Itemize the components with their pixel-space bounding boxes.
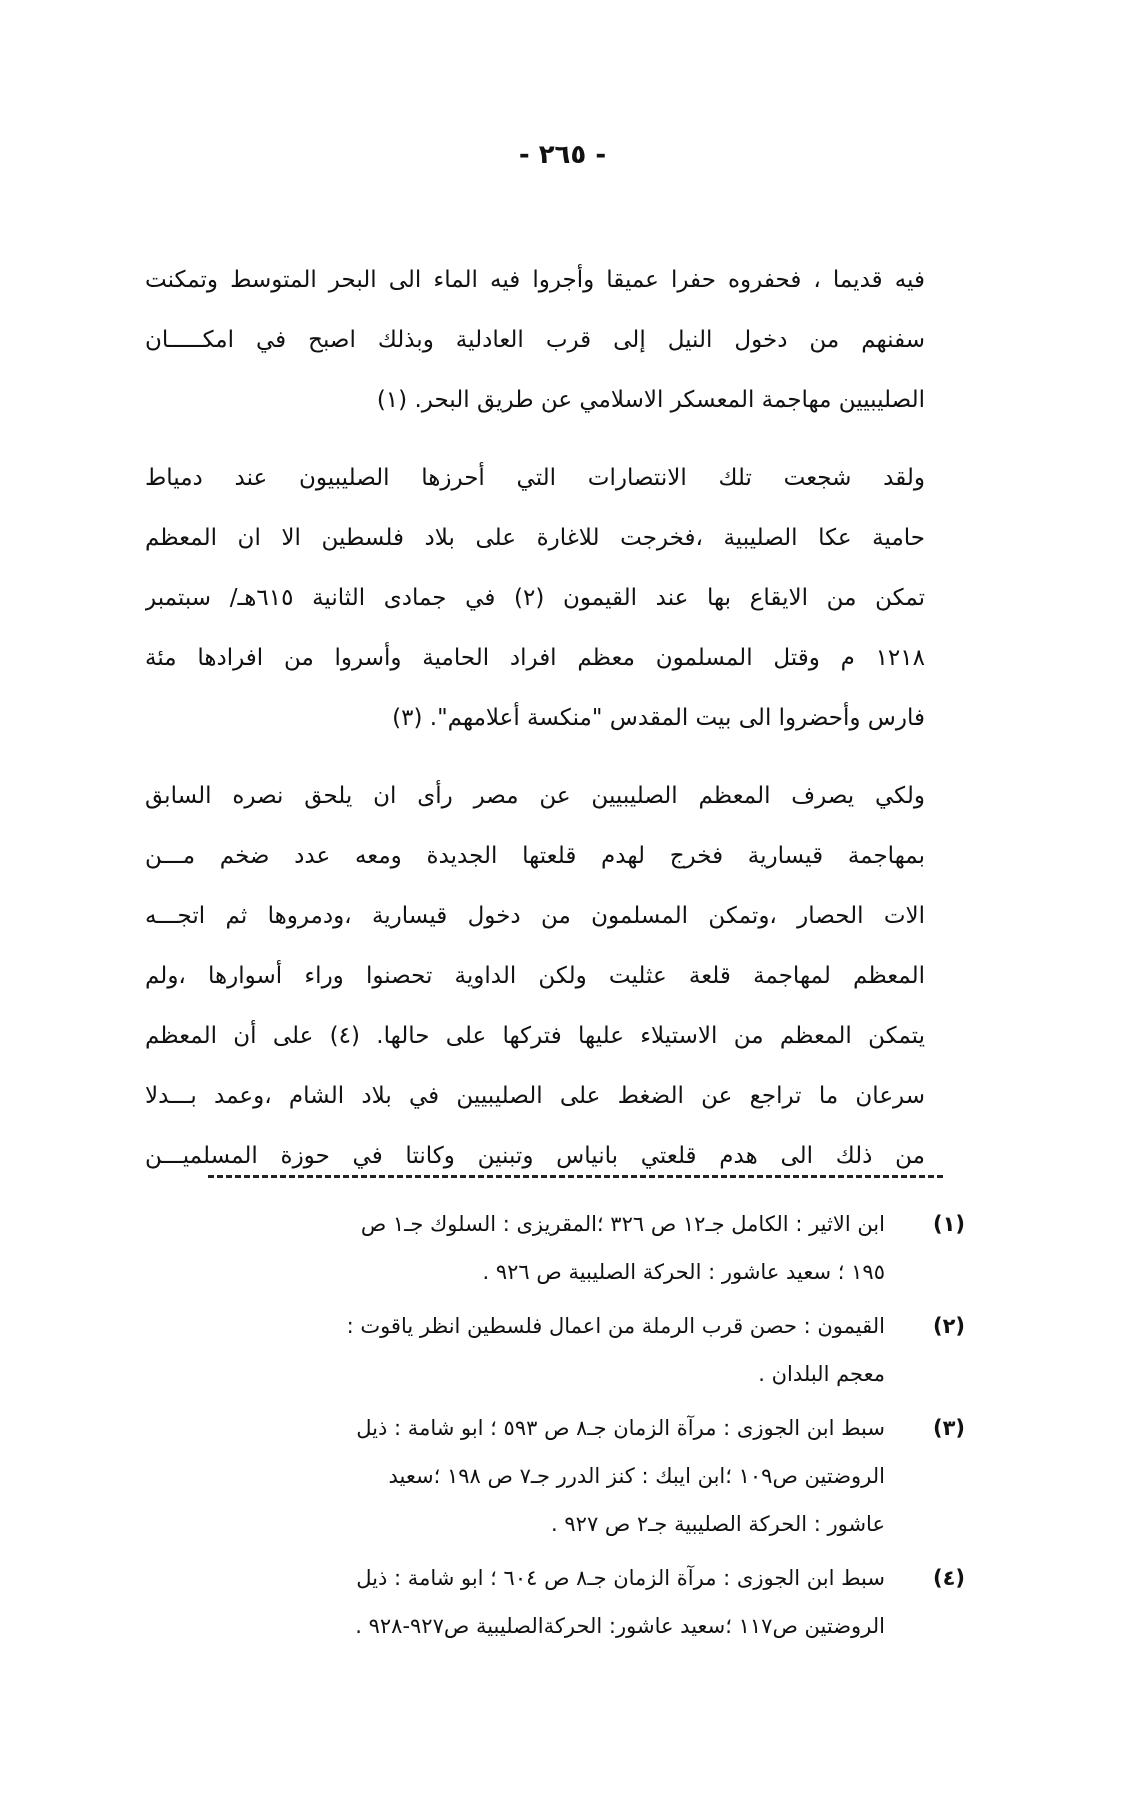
text-line: بمهاجمة قيسارية فخرج لهدم قلعتها الجديدة ومعه عدد ضخم مـــن: [145, 843, 925, 869]
text-line: الصليبيين مهاجمة المعسكر الاسلامي عن طريق البحر. (١): [376, 387, 925, 413]
footnote-number: (٣): [932, 1416, 965, 1440]
body-text: [145, 250, 925, 1186]
footnote-line: القيمون : حصن قرب الرملة من اعمال فلسطين انظر ياقوت :: [346, 1314, 885, 1338]
page-number: - ٢٦٥ -: [518, 140, 607, 170]
footnote-line: ١٩٥ ؛ سعيد عاشور : الحركة الصليبية ص ٩٢٦ .: [482, 1260, 885, 1284]
text-line: ولكي يصرف المعظم الصليبيين عن مصر رأى ان يلحق نصره السابق: [145, 783, 925, 809]
text-line: المعظم لمهاجمة قلعة عثليت ولكن الداوية تحصنوا وراء أسوارها ،ولم: [145, 963, 925, 989]
text-line: ولقد شجعت تلك الانتصارات التي أحرزها الصليبيون عند دمياط: [145, 465, 925, 491]
footnote-number: (١): [932, 1212, 965, 1236]
footnote: [125, 1302, 965, 1398]
text-line: حامية عكا الصليبية ،فخرجت للاغارة على بلاد فلسطين الا ان المعظم: [145, 525, 925, 551]
footnote-number: (٤): [932, 1566, 965, 1590]
footnote-line: عاشور : الحركة الصليبية جـ٢ ص ٩٢٧ .: [551, 1512, 885, 1536]
text-line: تمكن من الايقاع بها عند القيمون (٢) في جمادى الثانية ٦١٥هـ/ سبتمبر: [145, 585, 925, 611]
text-line: سفنهم من دخول النيل إلى قرب العادلية وبذلك اصبح في امكـــــان: [145, 327, 925, 353]
paragraph: [145, 448, 925, 748]
footnote: [125, 1200, 965, 1296]
text-line: سرعان ما تراجع عن الضغط على الصليبيين في بلاد الشام ،وعمد بـــدلا: [145, 1083, 925, 1109]
paragraph: [145, 250, 925, 430]
footnote-line: الروضتين ص١٠٩ ؛ابن ايبك : كنز الدرر جـ٧ ص ١٩٨ ؛سعيد: [388, 1464, 885, 1488]
footnote-line: معجم البلدان .: [758, 1362, 885, 1386]
footnote-number: (٢): [932, 1314, 965, 1338]
text-line: فارس وأحضروا الى بيت المقدس "منكسة أعلامهم". (٣): [392, 705, 925, 731]
footnote-line: ابن الاثير : الكامل جـ١٢ ص ٣٢٦ ؛المقريزى : السلوك جـ١ ص: [360, 1212, 885, 1236]
footnote-divider: [208, 1175, 943, 1178]
text-line: يتمكن المعظم من الاستيلاء عليها فتركها على حالها. (٤) على أن المعظم: [145, 1023, 925, 1049]
footnote: [125, 1404, 965, 1548]
footnotes: [125, 1200, 965, 1656]
footnote: [125, 1554, 965, 1650]
text-line: ١٢١٨ م وقتل المسلمون معظم افراد الحامية وأسروا من افرادها مئة: [145, 645, 925, 671]
paragraph: [145, 766, 925, 1186]
text-line: فيه قديما ، فحفروه حفرا عميقا وأجروا فيه الماء الى البحر المتوسط وتمكنت: [145, 267, 925, 293]
text-line: من ذلك الى هدم قلعتي بانياس وتبنين وكانتا في حوزة المسلميـــن: [145, 1143, 925, 1169]
footnote-line: سبط ابن الجوزى : مرآة الزمان جـ٨ ص ٦٠٤ ؛ ابو شامة : ذيل: [356, 1566, 885, 1590]
footnote-line: الروضتين ص١١٧ ؛سعيد عاشور: الحركةالصليبية ص٩٢٧-٩٢٨ .: [355, 1614, 885, 1638]
footnote-line: سبط ابن الجوزى : مرآة الزمان جـ٨ ص ٥٩٣ ؛ ابو شامة : ذيل: [356, 1416, 885, 1440]
text-line: الات الحصار ،وتمكن المسلمون من دخول قيسارية ،ودمروها ثم اتجـــه: [145, 903, 925, 929]
